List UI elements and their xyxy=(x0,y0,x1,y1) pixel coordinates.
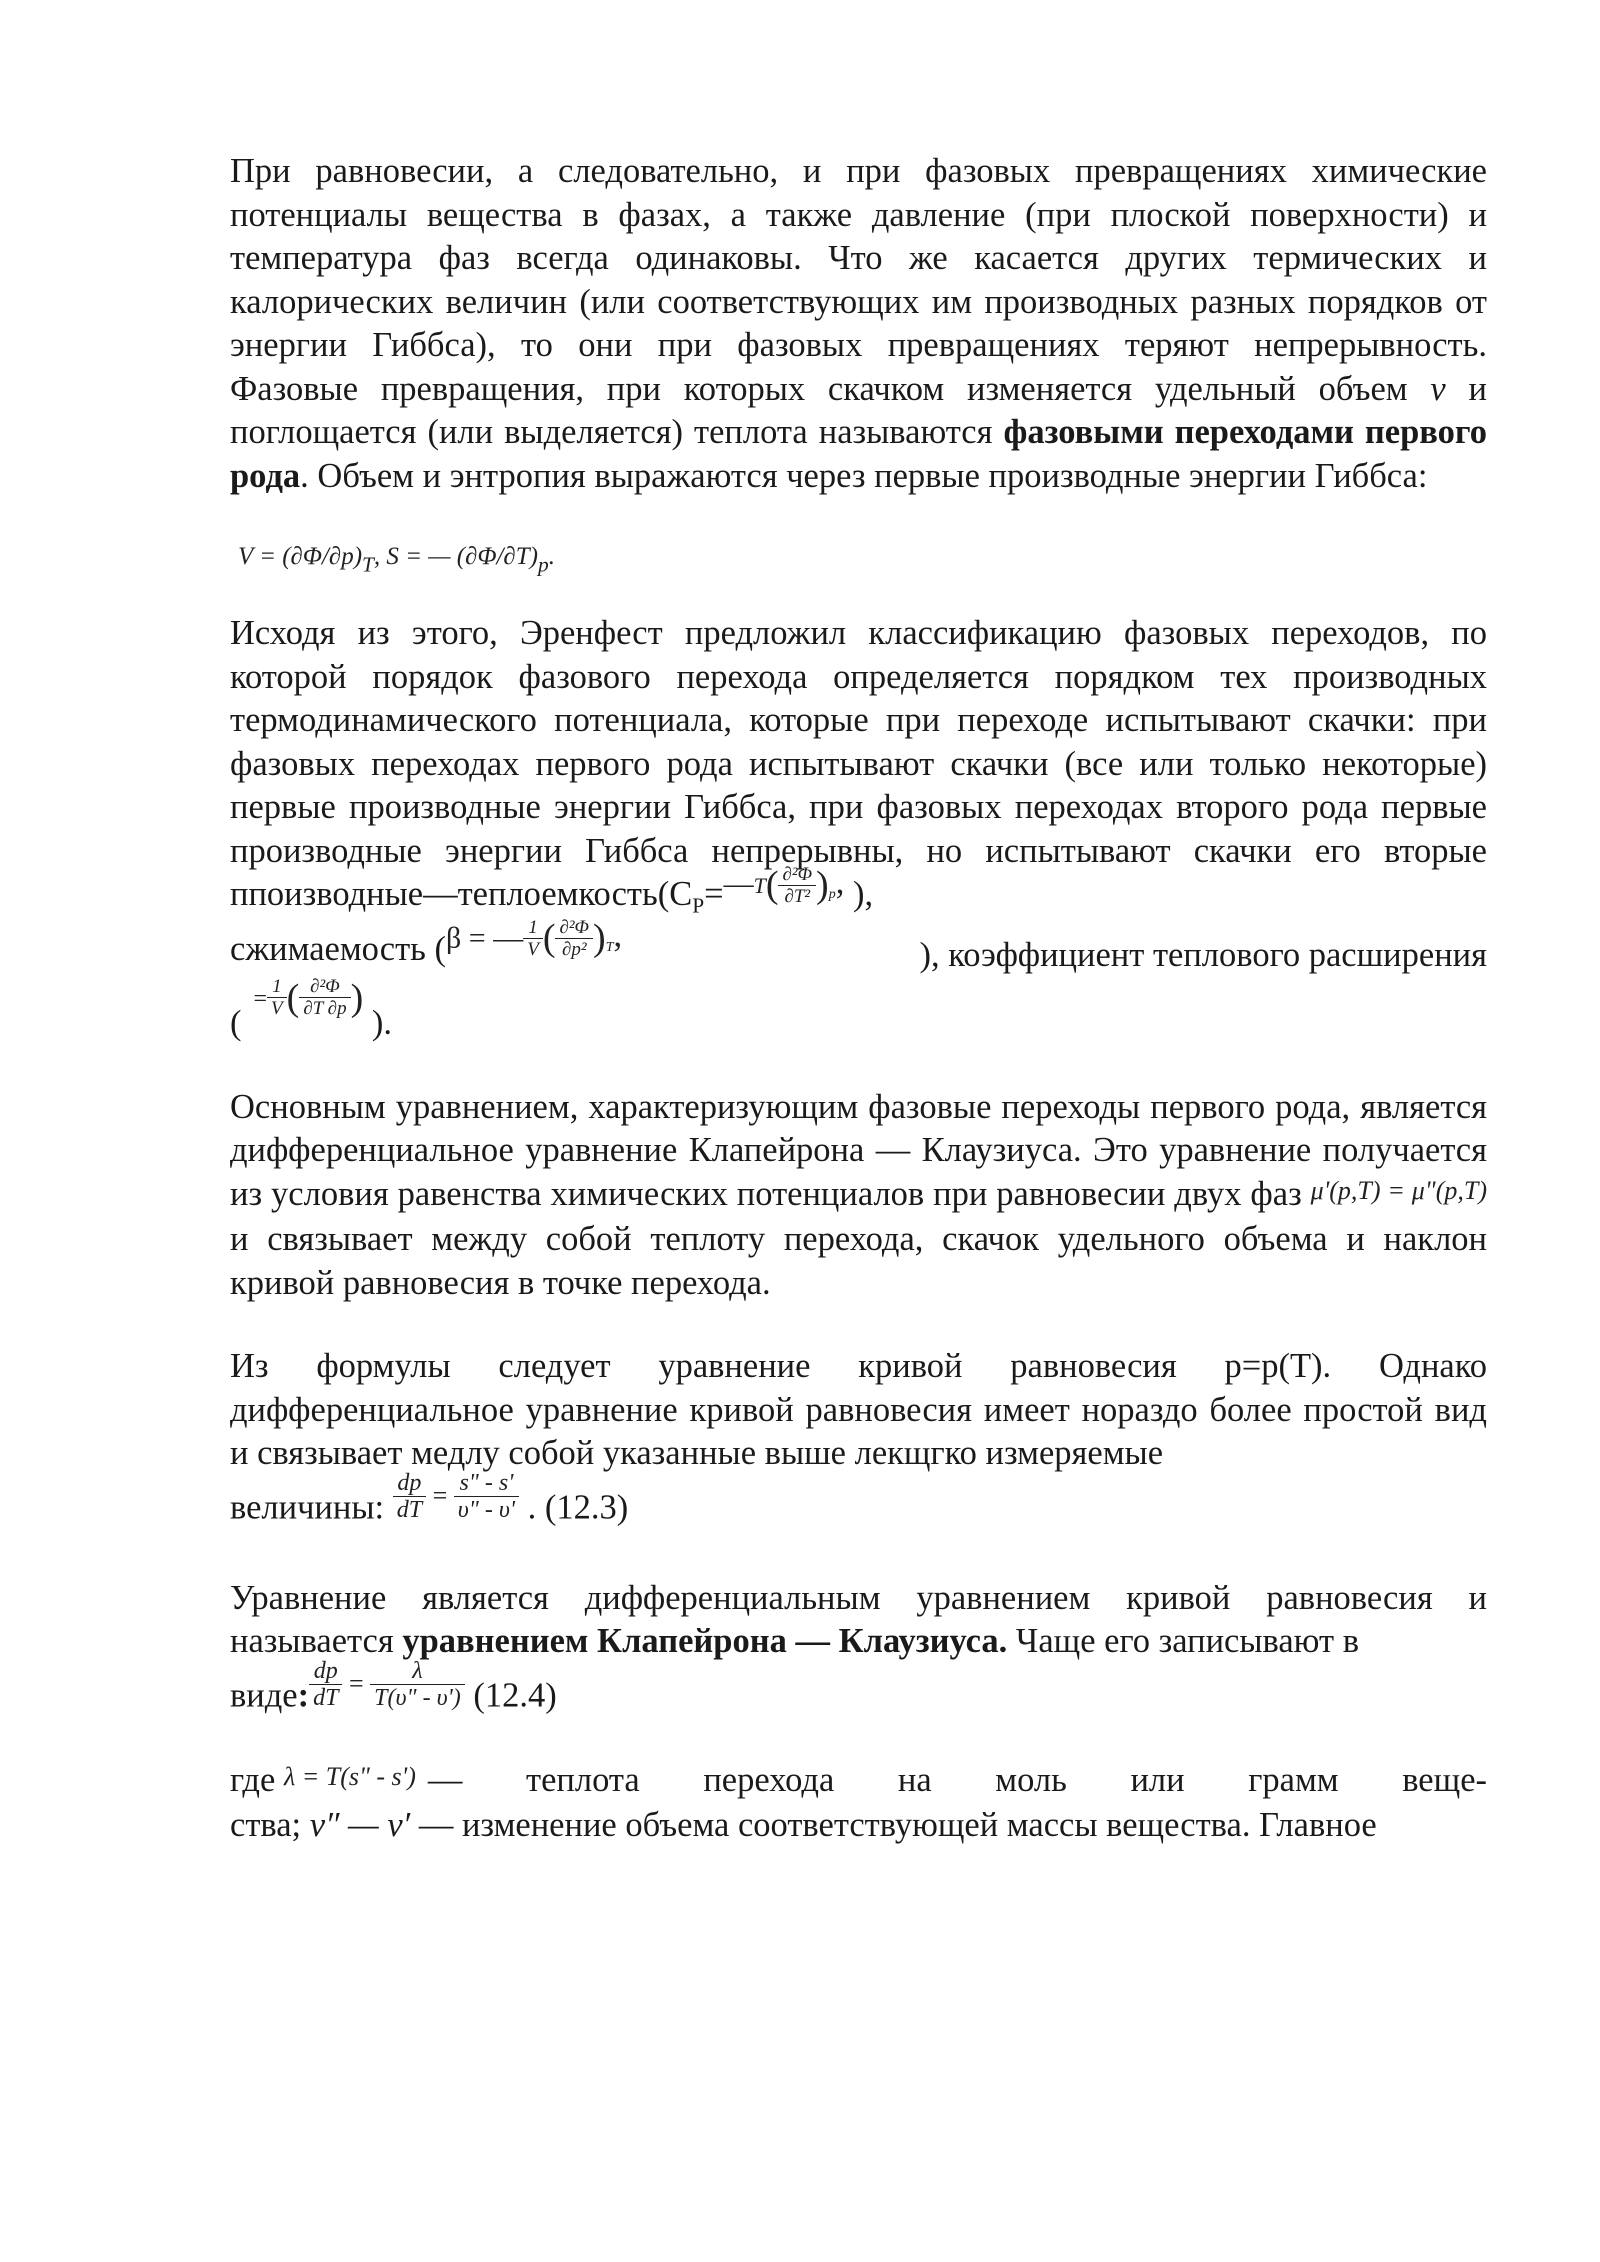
compressibility-formula: β = — $\frac{1}{V}$ ( $\frac{\text{∂²Φ}}{\text{∂p²}}$ )$_T$, xyxy=(446,916,623,960)
paragraph-text: При равновесии, а следовательно, и при фазовых превращениях химические потенциалы вещества в фазах, а также давление (при плоской поверхности) и температура фаз всегда одинаковы. Что же касается других термических и калорических величин (или соответствующих им производных разных порядков от энергии Гиббса), то они при фазовых превращениях теряют непрерывность. Фазовые превращения, при которых скачком изменяется удельный объем xyxy=(230,152,1487,408)
formula-volume-entropy: $V = (\partial\Phi/\partial p)_T$, S = — $(\partial\Phi/\partial T)_p$. xyxy=(238,543,555,577)
paragraph-1 xyxy=(230,150,1487,498)
bold-term: уравнением Клапейрона — Клаузиуса. xyxy=(402,1622,1008,1661)
expansion-line: (= $\frac{1}{V}$ ( $\frac{\text{∂²Φ}}{\partial T \partial p}$ ) ). xyxy=(230,976,392,1042)
paragraph-text: Исходя из этого, Эренфест предложил классификацию фазовых переходов, по которой порядок фазового перехода определяется порядком тех производных термодинамического потенциала, которые при переходе испытывают скачки: при фазовых переходах первого рода испытывают скачки (все или только некоторые) первые производные энергии Гиббса, при фазовых переходах второго рода первые производные энергии Гиббса непрерывны, но испытывают скачки его вторые ппоизводные—теплоемкость(C xyxy=(230,614,1487,913)
compressibility-line: сжимаемость (β = — $\frac{1}{V}$ ( $\frac{\text{∂²Φ}}{\text{∂p²}}$ )$_T$, ), коэффициент теплового расширения xyxy=(230,916,1487,975)
bold-term: фазовыми переходами первого рода xyxy=(230,413,1487,495)
heat-of-transition-formula: λ = T(s" - s') xyxy=(283,1761,416,1791)
paragraph-6 xyxy=(230,1759,1487,1848)
heat-capacity-formula: —T( $\frac{\text{∂²Φ}}{\text{∂T²}}$ )$_p$, xyxy=(723,863,845,907)
chemical-potential-equality: μ'(p,T) = μ"(p,T) xyxy=(1310,1175,1487,1205)
volume-change-symbol: v″ — v′ xyxy=(309,1806,411,1845)
paragraph-6-line-1: где λ = T(s" - s') — теплота перехода на моль или грамм веще- xyxy=(230,1760,1487,1799)
symbol-v: v xyxy=(1430,369,1446,408)
expansion-formula: = $\frac{1}{V}$ ( $\frac{\text{∂²Φ}}{\partial T \partial p}$ ) xyxy=(253,976,364,1020)
paragraph-5: Уравнение является дифференциальным уравнением кривой равновесия и называется уравнением Клапейрона — Клаузиуса. Чаще его записывают в виде: $\frac{dp}{dT}$ = $\frac{\lambda}{T(\upsilon" - \upsilon')}$ (12.4) xyxy=(230,1577,1487,1725)
paragraph-4: Из формулы следует уравнение кривой равновесия p=p(T). Однако дифференциальное уравнение кривой равновесия имеет нораздо более простой вид и связывает медлу собой указанные выше лекщгко измеряемые величины: $\frac{dp}{dT}$ = $\frac{s" - s'}{\upsilon" - \upsilon'}$ . (12.3) xyxy=(230,1345,1487,1537)
paragraph-3: Основным уравнением, характеризующим фазовые переходы первого рода, является дифференциальное уравнение Клапейрона — Клаузиуса. Это уравнение получается из условия равенства химических потенциалов при равновесии двух фаз μ'(p,T) = μ"(p,T) и связывает между собой теплоту перехода, скачок удельного объема и наклон кривой равновесия в точке перехода. xyxy=(230,1087,1487,1302)
formula-12-3: $\frac{dp}{dT}$ = $\frac{s" - s'}{\upsilon" - \upsilon'}$ xyxy=(393,1474,519,1512)
document-page xyxy=(230,150,1487,1848)
clapeyron-heat-line: виде: $\frac{dp}{dT}$ = $\frac{\lambda}{T(\upsilon" - \upsilon')}$ (12.4) xyxy=(230,1657,557,1715)
paragraph-2: Исходя из этого, Эренфест предложил классификацию фазовых переходов, по которой порядок фазового перехода определяется порядком тех производных термодинамического потенциала, которые при переходе испытывают скачки: при фазовых переходах первого рода испытывают скачки (все или только некоторые) первые производные энергии Гиббса, при фазовых переходах второго рода первые производные энергии Гиббса непрерывны, но испытывают скачки его вторые $ппоизводные—теплоемкость(C_P=—T$( $\frac{\text{∂²Φ}}{\text{∂T²}}$ )$_p$, ), сжимаемость (β = — $\frac{1}{V}$ ( $\frac{\text{∂²Φ}}{\text{∂p²}}$ )$_T$, ), коэффициент теплового расширения (= $\frac{1}{V}$ ( $\frac{\text{∂²Φ}}{\partial T \partial p}$ ) ). xyxy=(230,612,1487,1046)
paragraph-text: и поглощается (или выделяется) теплота называются xyxy=(230,369,1487,451)
formula-12-4: $\frac{dp}{dT}$ = $\frac{\lambda}{T(\upsilon" - \upsilon')}$ xyxy=(309,1662,465,1700)
paragraph-6-line-2: ства; v″ — v′ — изменение объема соответствующей массы вещества. Главное xyxy=(230,1806,1377,1845)
paragraph-text: . Объем и энтропия выражаются через первые производные энергии Гиббса: xyxy=(300,456,1428,495)
clapeyron-entropy-line: величины: $\frac{dp}{dT}$ = $\frac{s" - s'}{\upsilon" - \upsilon'}$ . (12.3) xyxy=(230,1469,629,1527)
